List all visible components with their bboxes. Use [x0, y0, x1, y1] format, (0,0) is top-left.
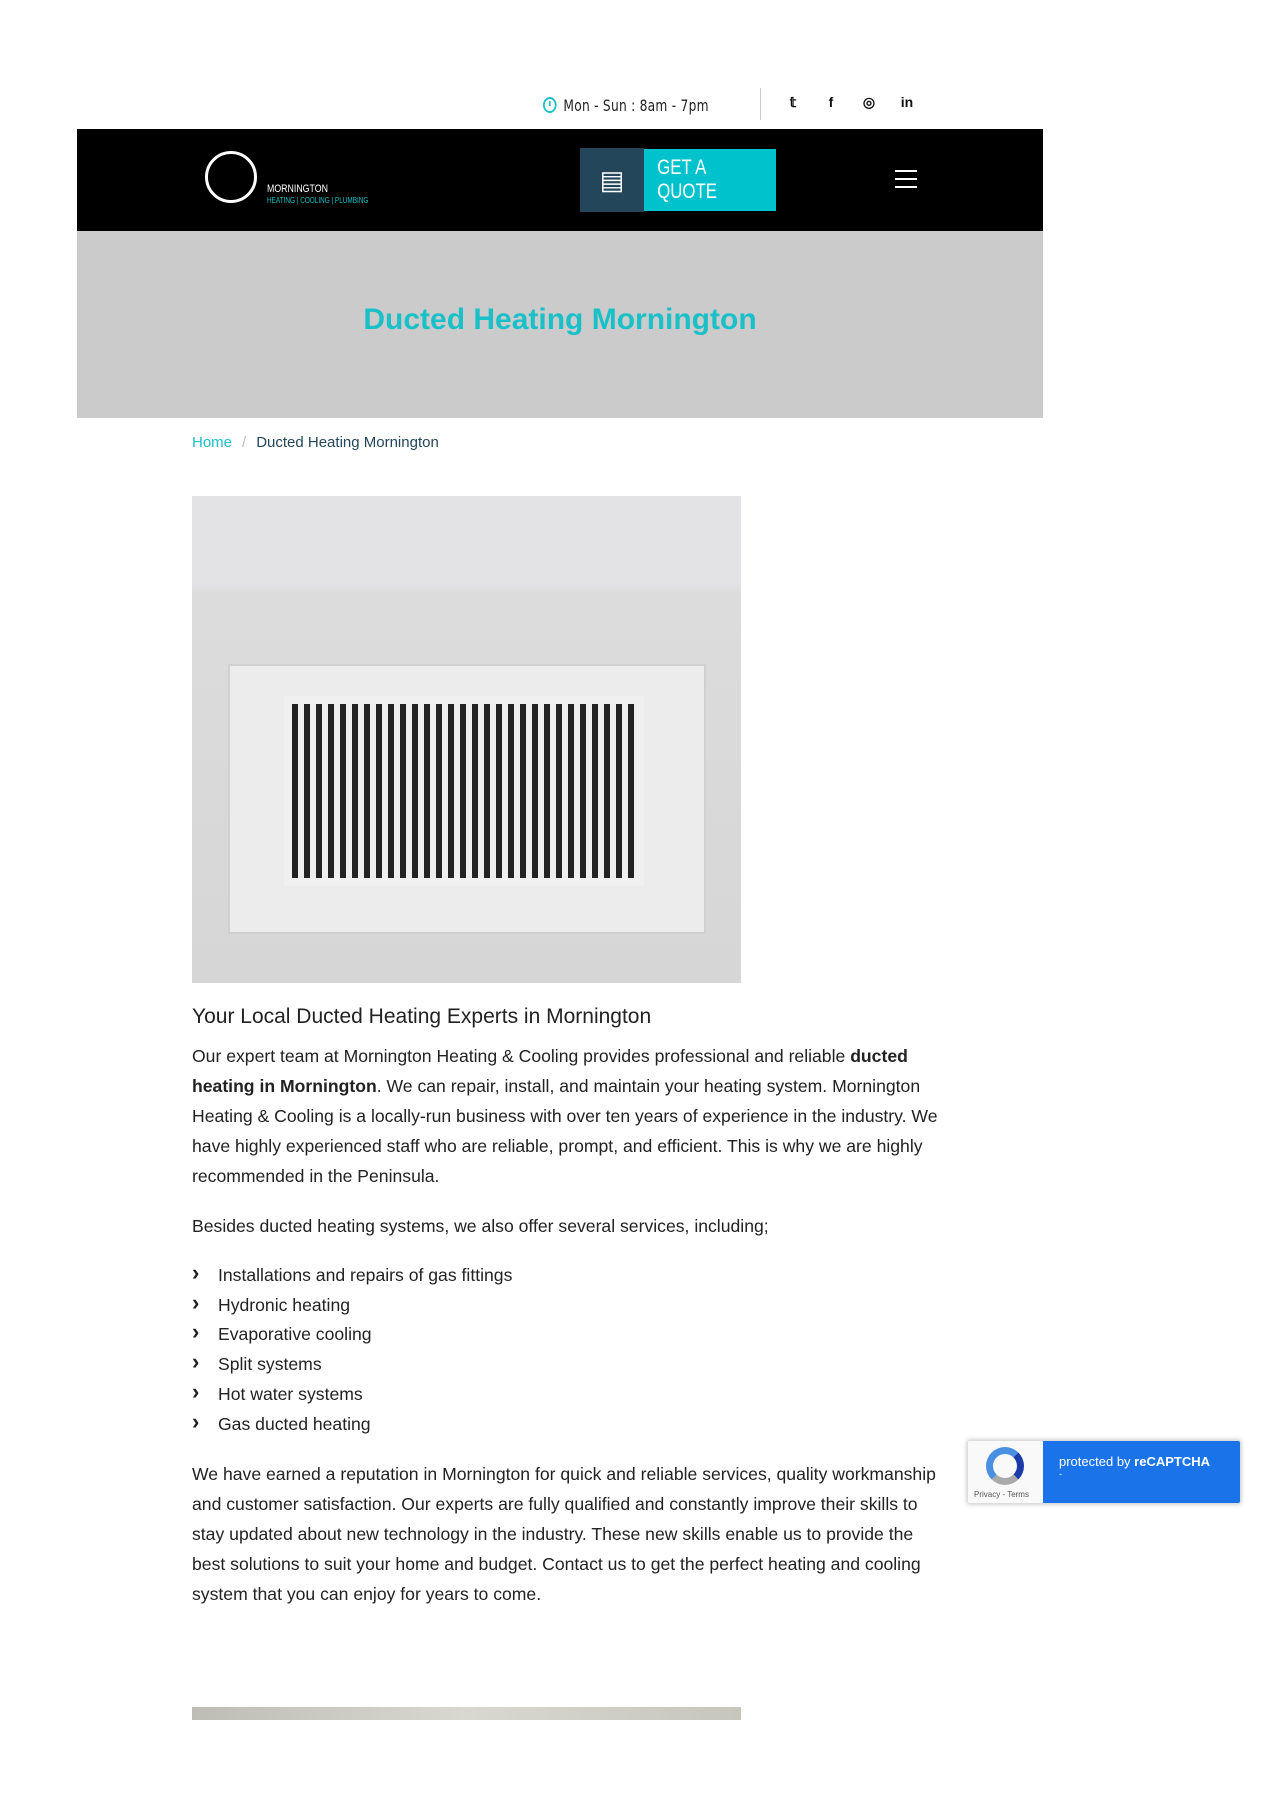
ducted-heating-vent-image: [192, 496, 741, 983]
topbar-divider: [760, 88, 761, 120]
quote-label: GET A QUOTE: [657, 156, 717, 203]
opening-hours: [543, 88, 738, 122]
site-logo[interactable]: [193, 141, 368, 219]
page-title: Ducted Heating Mornington: [363, 302, 757, 336]
breadcrumb-separator: /: [242, 434, 247, 451]
privacy-terms-links[interactable]: Privacy - Terms: [974, 1490, 1029, 1499]
services-intro: Besides ducted heating systems, we also offer several services, including;: [192, 1216, 769, 1236]
list-item: › Hydronic heating: [192, 1291, 942, 1321]
list-item: › Gas ducted heating: [192, 1410, 942, 1440]
reputation-paragraph: We have earned a reputation in Mornington for quick and reliable services, quality workmanship and customer satisfaction. Our experts are fully qualified and constantly improve their skills to stay updated about new technology in the industry. These new skills enable us to provide the best solutions to suit your home and budget. Contact us to get the perfect heating and cooling system that you can enjoy for years to come.: [192, 1464, 936, 1605]
instagram-icon[interactable]: ◎: [862, 94, 876, 110]
breadcrumb-home[interactable]: Home: [192, 434, 233, 451]
linkedin-icon[interactable]: in: [900, 94, 914, 110]
logo-emblem-icon: [205, 151, 257, 203]
list-item: › Hot water systems: [192, 1380, 942, 1410]
list-item: › Split systems: [192, 1350, 942, 1380]
page-hero: [77, 231, 1043, 418]
clock-icon: [543, 97, 557, 113]
facebook-icon[interactable]: f: [828, 94, 834, 110]
logo-name: MORNINGTON: [267, 183, 328, 195]
menu-icon[interactable]: [895, 170, 917, 188]
hours-text: Mon - Sun : 8am - 7pm: [563, 95, 709, 115]
article-content: [192, 1003, 942, 1629]
list-item: › Evaporative cooling: [192, 1320, 942, 1350]
recaptcha-icon: [986, 1447, 1024, 1485]
twitter-icon[interactable]: 𝕥: [789, 94, 797, 110]
calculator-icon: ▤: [580, 148, 644, 212]
recaptcha-badge[interactable]: [967, 1440, 1241, 1504]
recaptcha-text: protected by: [1059, 1454, 1135, 1469]
site-header: [77, 129, 1043, 231]
services-list: [192, 1261, 942, 1439]
recaptcha-dot: -: [1059, 1469, 1062, 1479]
intro-paragraph: Our expert team at Mornington Heating & Cooling provides professional and reliable ducted heating in Mornington. We can repair, install, and maintain your heating system. Mornington Heating & Cooling is a locally-run business with over ten years of experience in the industry. We have highly experienced staff who are reliable, prompt, and efficient. This is why we are highly recommended in the Peninsula.: [192, 1046, 938, 1186]
second-image: [192, 1707, 741, 1720]
list-item: › Installations and repairs of gas fittings: [192, 1261, 942, 1291]
breadcrumb-current: Ducted Heating Mornington: [256, 434, 439, 451]
recaptcha-brand: reCAPTCHA: [1134, 1454, 1210, 1469]
section-heading: Your Local Ducted Heating Experts in Mornington: [192, 1005, 652, 1028]
get-quote-button[interactable]: [580, 148, 776, 212]
logo-tagline: HEATING | COOLING | PLUMBING: [267, 196, 369, 205]
breadcrumb: [192, 434, 439, 451]
social-links: [785, 94, 915, 111]
